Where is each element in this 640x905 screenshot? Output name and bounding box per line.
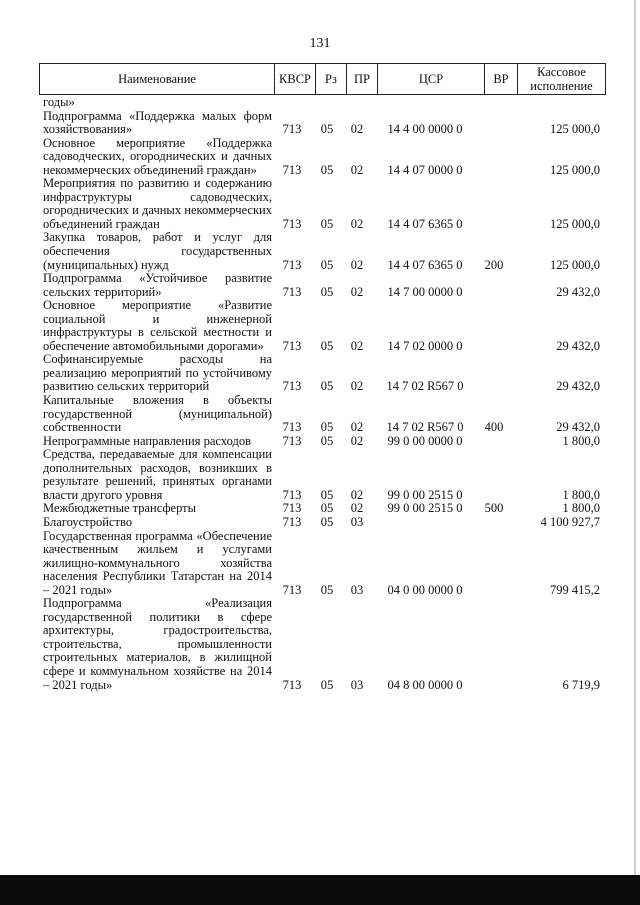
row-cash: 1 800,0 [562, 433, 600, 448]
header-name: Наименование [40, 64, 275, 94]
row-vr: 400 [484, 420, 504, 435]
row-vr: 200 [484, 257, 504, 272]
row-name: Основное мероприятие «Поддержка садоводческих, огороднических и дачных некоммерческих объединений граждан» [43, 135, 272, 177]
header-pr: ПР [347, 64, 378, 94]
row-pr: 03 [350, 514, 364, 529]
row-kvsr: 713 [282, 514, 302, 529]
row-csr: 04 0 00 0000 0 [387, 582, 463, 597]
row-kvsr: 713 [282, 338, 302, 353]
row-cash: 29 432,0 [556, 420, 600, 435]
row-rz: 05 [320, 338, 334, 353]
row-pr: 02 [350, 162, 364, 177]
row-pr: 03 [350, 582, 364, 597]
scan-edge-shadow [634, 0, 636, 875]
table-row [39, 448, 606, 502]
table-row [39, 530, 606, 598]
row-name: Подпрограмма «Устойчивое развитие сельских территорий» [43, 271, 272, 299]
row-rz: 05 [320, 257, 334, 272]
row-rz: 05 [320, 677, 334, 692]
row-rz: 05 [320, 122, 334, 137]
row-rz: 05 [320, 420, 334, 435]
row-kvsr: 713 [282, 257, 302, 272]
row-kvsr: 713 [282, 433, 302, 448]
table-row [39, 137, 606, 178]
row-name: Основное мероприятие «Развитие социальной и инженерной инфраструктуры в сельской местности и обеспечение автомобильными дорогами» [43, 298, 272, 353]
header-vr: ВР [485, 64, 518, 94]
row-kvsr: 713 [282, 379, 302, 394]
row-csr: 14 4 00 0000 0 [387, 122, 463, 137]
row-rz: 05 [320, 284, 334, 299]
row-rz: 05 [320, 433, 334, 448]
table-body [39, 96, 606, 692]
table-row [39, 353, 606, 394]
row-kvsr: 713 [282, 162, 302, 177]
row-pr: 03 [350, 677, 364, 692]
row-kvsr: 713 [282, 122, 302, 137]
header-kvsr: КВСР [275, 64, 316, 94]
row-name: Капитальные вложения в объекты государственной (муниципальной) собственности [43, 393, 272, 435]
row-csr: 14 7 02 R567 0 [386, 420, 464, 435]
row-cash: 125 000,0 [550, 216, 600, 231]
row-csr: 04 8 00 0000 0 [387, 677, 463, 692]
row-cash: 29 432,0 [556, 379, 600, 394]
row-kvsr: 713 [282, 582, 302, 597]
row-name: Мероприятия по развитию и содержанию инфраструктуры садоводческих, огороднических и дачных некоммерческих объединений граждан [43, 176, 272, 231]
row-cash: 799 415,2 [550, 582, 600, 597]
row-kvsr: 713 [282, 420, 302, 435]
row-csr: 99 0 00 2515 0 [387, 501, 463, 516]
table-row [39, 394, 606, 435]
row-rz: 05 [320, 514, 334, 529]
row-kvsr: 713 [282, 501, 302, 516]
row-name: Государственная программа «Обеспечение качественным жильем и услугами жилищно-коммунального хозяйства населения Республики Татарстан на 2014 – 2021 годы» [43, 528, 272, 597]
row-csr: 99 0 00 2515 0 [387, 487, 463, 502]
table-row [39, 110, 606, 137]
row-csr: 14 7 02 0000 0 [387, 338, 463, 353]
row-vr: 500 [484, 501, 504, 516]
row-pr: 02 [350, 284, 364, 299]
row-cash: 1 800,0 [562, 501, 600, 516]
table-row [39, 502, 606, 516]
row-csr: 14 4 07 6365 0 [387, 216, 463, 231]
table-header [39, 63, 606, 95]
row-cash: 29 432,0 [556, 338, 600, 353]
row-rz: 05 [320, 582, 334, 597]
row-name: Закупка товаров, работ и услуг для обеспечения государственных (муниципальных) нужд [43, 230, 272, 272]
row-pr: 02 [350, 501, 364, 516]
row-kvsr: 713 [282, 284, 302, 299]
row-pr: 02 [350, 216, 364, 231]
row-pr: 02 [350, 257, 364, 272]
row-csr: 14 7 00 0000 0 [387, 284, 463, 299]
row-kvsr: 713 [282, 216, 302, 231]
header-cash: Кассовое исполнение [530, 65, 593, 93]
row-pr: 02 [350, 122, 364, 137]
row-name: Непрограммные направления расходов [43, 433, 251, 448]
table-row [39, 96, 606, 110]
row-cash: 29 432,0 [556, 284, 600, 299]
table-row [39, 597, 606, 692]
row-pr: 02 [350, 338, 364, 353]
row-rz: 05 [320, 501, 334, 516]
table-row [39, 516, 606, 530]
row-name: Софинансируемые расходы на реализацию мероприятий по устойчивому развитию сельских территорий [43, 352, 272, 394]
row-cash: 1 800,0 [562, 487, 600, 502]
row-kvsr: 713 [282, 677, 302, 692]
table-row [39, 177, 606, 231]
row-cash: 125 000,0 [550, 257, 600, 272]
row-name: Межбюджетные трансферты [43, 501, 197, 516]
row-name: Средства, передаваемые для компенсации дополнительных расходов, возникших в результате решений, принятых органами власти другого уровня [43, 447, 272, 502]
row-csr: 99 0 00 0000 0 [387, 433, 463, 448]
table-row [39, 435, 606, 449]
row-rz: 05 [320, 379, 334, 394]
table-row [39, 272, 606, 299]
header-csr: ЦСР [378, 64, 485, 94]
row-name: годы» [43, 95, 75, 109]
row-csr: 14 7 02 R567 0 [386, 379, 464, 394]
row-pr: 02 [350, 433, 364, 448]
row-name: Подпрограмма «Поддержка малых форм хозяйствования» [43, 108, 272, 137]
row-pr: 02 [350, 420, 364, 435]
header-rz: Рз [316, 64, 347, 94]
row-kvsr: 713 [282, 487, 302, 502]
row-rz: 05 [320, 162, 334, 177]
row-pr: 02 [350, 379, 364, 394]
table-row [39, 299, 606, 353]
row-rz: 05 [320, 216, 334, 231]
row-csr: 14 4 07 6365 0 [387, 257, 463, 272]
row-name: Подпрограмма «Реализация государственной политики в сфере архитектуры, градостроительства, строительства, промышленности строительных материалов, в жилищной сфере и коммунальном хозяйстве на 2014 – 2021 годы» [43, 596, 272, 692]
scan-bottom-border [0, 875, 640, 905]
table-row [39, 231, 606, 272]
page-number: 131 [309, 36, 331, 51]
row-cash: 4 100 927,7 [540, 514, 600, 529]
row-csr: 14 4 07 0000 0 [387, 162, 463, 177]
row-cash: 125 000,0 [550, 162, 600, 177]
row-pr: 02 [350, 487, 364, 502]
row-name: Благоустройство [43, 514, 133, 529]
row-cash: 6 719,9 [562, 677, 600, 692]
row-cash: 125 000,0 [550, 122, 600, 137]
row-rz: 05 [320, 487, 334, 502]
